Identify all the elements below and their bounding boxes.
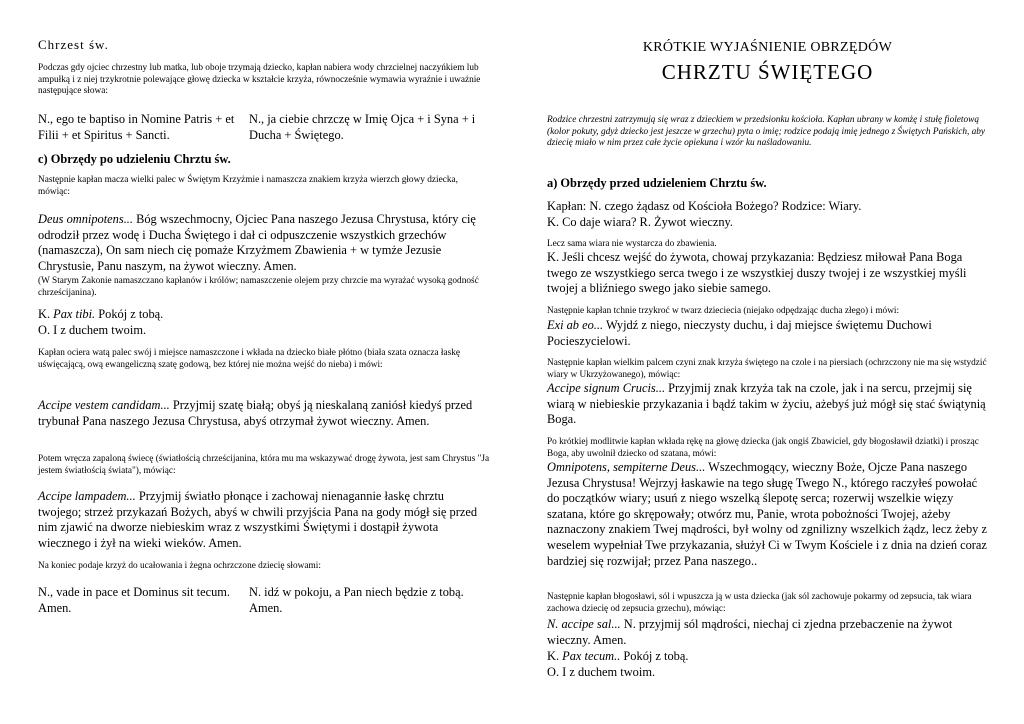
laying-hands-intro: Po krótkiej modlitwie kapłan wkłada rękę na głowę dziecka (jak ongiś Zbawiciel, gdy błogosławił dziatki) i prosząc Boga, aby uwolnił dziecko od szatana, mówi: [547, 437, 979, 459]
pax-response: O. I z duchem twoim. [38, 323, 147, 337]
baptism-formula [38, 112, 490, 143]
signum-crucis-prayer [547, 381, 992, 428]
chrism-intro: Następnie kapłan macza wielki palec w Świętym Krzyżmie i namaszcza znakiem krzyża wierzch głowy dziecka, mówiąc: [38, 175, 458, 197]
document-title [580, 40, 955, 85]
title-line-2: CHRZTU ŚWIĘTEGO [661, 60, 874, 84]
cross-sign-intro: Następnie kapłan wielkim palcem czyni znak krzyża świętego na czole i na piersiach (ochrzczony nie ma się wstydzić wiary w Ukrzyżowanego), mówiąc: [547, 358, 987, 380]
vestem-latin: Accipe vestem candidam... [38, 398, 170, 412]
omnipotens-latin: Omnipotens, sempiterne Deus... [547, 460, 706, 474]
sal-latin: N. accipe sal... [547, 617, 621, 631]
heading-after-baptism: c) Obrzędy po udzieleniu Chrztu św. [38, 152, 231, 166]
commandments-text: K. Jeśli chcesz wejść do żywota, chowaj przykazania: Będziesz miłował Pana Boga twego ze wszystkiego serca twego i ze wszystkiej duszy twojej i ze wszystkiej myśli twojej a bliźniego swego jako siebie samego. [547, 250, 967, 296]
farewell-latin: N., vade in pace et Dominus sit tecum. Amen. [38, 585, 231, 615]
pax-tecum-line [547, 649, 992, 665]
exi-ab-eo-prayer [547, 318, 992, 349]
tecum-latin: Pax tecum.. [562, 649, 621, 663]
exi-text: Wyjdź z niego, nieczysty duchu, i daj miejsce świętemu Duchowi Pocieszycielowi. [547, 318, 932, 348]
formula-latin: N., ego te baptiso in Nomine Patris + et Filii + et Spiritus + Sancti. [38, 112, 235, 142]
section-title: Chrzest św. [38, 37, 109, 52]
faith-note: Lecz sama wiara nie wystarcza do zbawienia. [547, 239, 717, 249]
deus-latin: Deus omnipotens... [38, 212, 133, 226]
exi-latin: Exi ab eo... [547, 318, 604, 332]
tecum-k-prefix: K. [547, 649, 563, 663]
formula-polish: N., ja ciebie chrzczę w Imię Ojca + i Syna + i Ducha + Świętego. [249, 112, 476, 142]
tecum-text: Pokój z tobą. [620, 649, 689, 663]
vestem-text: Przyjmij szatę białą; obyś ją nieskalaną zaniósł kiedyś przed trybunał Pana naszego Jezusa Chrystusa, abyś otrzymał żywot wieczny. Amen. [38, 398, 473, 428]
lampadem-latin: Accipe lampadem... [38, 489, 136, 503]
candle-intro: Potem wręcza zapaloną świecę (światłością chrześcijanina, która mu ma wskazywać drogę żywota, jest sam Chrystus "Ja jestem światłością świata"), mówiąc: [38, 454, 490, 476]
omnipotens-prayer [547, 460, 992, 569]
lampadem-text: Przyjmij światło płonące i zachowaj nienagannie łaskę chrztu twojego; strzeż przykazań Bożych, abyś w chwili przyjścia Pana na gody mógł się przed nim zjawić na dworze niebieskim wraz z wszystkimi Świętymi i dostąpił żywota wiecznego i żył na wieki wieków. Amen. [38, 489, 478, 550]
dialog-line-1: Kapłan: N. czego żądasz od Kościoła Bożego? Rodzice: Wiary. [547, 199, 862, 213]
baptism-intro: Podczas gdy ojciec chrzestny lub matka, lub oboje trzymają dziecko, kapłan nabiera wody chrzcielnej naczyńkiem lub ampułką i z niej trzykrotnie polewające głowę dziecka w kształcie krzyża, równocześnie wymawia wyraźnie i uważnie następujące słowa: [38, 63, 481, 97]
farewell-formula [38, 585, 490, 616]
signum-text: Przyjmij znak krzyża tak na czole, jak i na sercu, przejmij się wiarą w niebieskie przykazania i bądź takim w życiu, ażebyś już mógł się stać świątynią Boga. [547, 381, 986, 427]
omnipotens-text: Wszechmogący, wieczny Boże, Ojcze Pana naszego Jezusa Chrystusa! Wejrzyj łaskawie na tego sługę Twego N., którego raczyłeś powołać do początków wiary; usuń z niego wszelką ślepotę serca; rozerwij wszelkie więzy szatana, które go skrępowały; otwórz mu, Panie, wrota pobożności Twojej, ażeby naznaczony znakiem Twej mądrości, był wolny od zgnilizny wszelkich żądz, lecz żeby z weselem wypełniał Twe przykazania, służył Ci w Twym Kościele i z dnia na dzień coraz bardziej się rozwijał; przez Pana naszego.. [547, 460, 987, 568]
pax-latin: Pax tibi. [53, 307, 96, 321]
breath-intro: Następnie kapłan tchnie trzykroć w twarz dzieciecia (niejako odpędzając ducha złego) i mówi: [547, 306, 900, 316]
cross-kiss-intro: Na koniec podaje krzyż do ucałowania i żegna ochrzczone dziecię słowami: [38, 561, 321, 571]
heading-before-baptism: a) Obrzędy przed udzieleniem Chrztu św. [547, 176, 767, 190]
chrism-note: (W Starym Zakonie namaszczano kapłanów i królów; namaszczenie olejem przy chrzcie ma wyrażać wysoką godność chrześcijanina). [38, 276, 479, 298]
tecum-response: O. I z duchem twoim. [547, 665, 656, 679]
farewell-polish: N. idź w pokoju, a Pan niech będzie z tobą. Amen. [249, 585, 464, 615]
vestibule-intro: Rodzice chrzestni zatrzymują się wraz z dzieckiem w przedsionku kościoła. Kapłan ubrany w komżę i stułę fioletową (kolor pokuty, gdyż dziecko jest jeszcze w grzechu) pyta o imię; rodzice podają imię jednego z Świętych Pańskich, aby dziecię miało w nim przez całe życie opiekuna i wzór ku naśladowaniu. [547, 115, 986, 149]
pax-k-prefix: K. [38, 307, 54, 321]
salt-intro: Następnie kapłan błogosławi, sól i wpuszcza ją w usta dziecka (jak sól zachowuje pokarmy od zepsucia, tak wiara zachowa dziecię od zepsucia grzechu), mówiąc: [547, 592, 972, 614]
pax-tibi-line [38, 307, 490, 323]
pax-text: Pokój z tobą. [95, 307, 164, 321]
dialog-line-2: K. Co daje wiara? R. Żywot wieczny. [547, 215, 734, 229]
signum-latin: Accipe signum Crucis... [547, 381, 666, 395]
deus-text: Bóg wszechmocny, Ojciec Pana naszego Jezusa Chrystusa, który cię odrodził przez wodę i Ducha Świętego i dał ci odpuszczenie wszystkich grzechów (namaszcza), On sam niech cię pomaże Krzyżmem Zbawienia + w tymże Jezusie Chrystusie, Panu naszym, na żywot wieczny. Amen. [38, 212, 476, 273]
title-line-1: KRÓTKIE WYJAŚNIENIE OBRZĘDÓW [642, 40, 893, 55]
vestem-prayer [38, 398, 490, 429]
lampadem-prayer [38, 489, 490, 551]
sal-text: N. przyjmij sól mądrości, niechaj ci zjedna przebaczenie na żywot wieczny. Amen. [547, 617, 953, 647]
accipe-sal-prayer [547, 617, 992, 648]
white-garment-intro: Kapłan ociera watą palec swój i miejsce namaszczone i wkłada na dziecko białe płótno (biała szata oznacza łaskę uświęcającą, ową ewangeliczną szatę godową, bez której nie można wejść do nieba) i mówi: [38, 348, 461, 370]
deus-omnipotens-prayer [38, 212, 490, 274]
